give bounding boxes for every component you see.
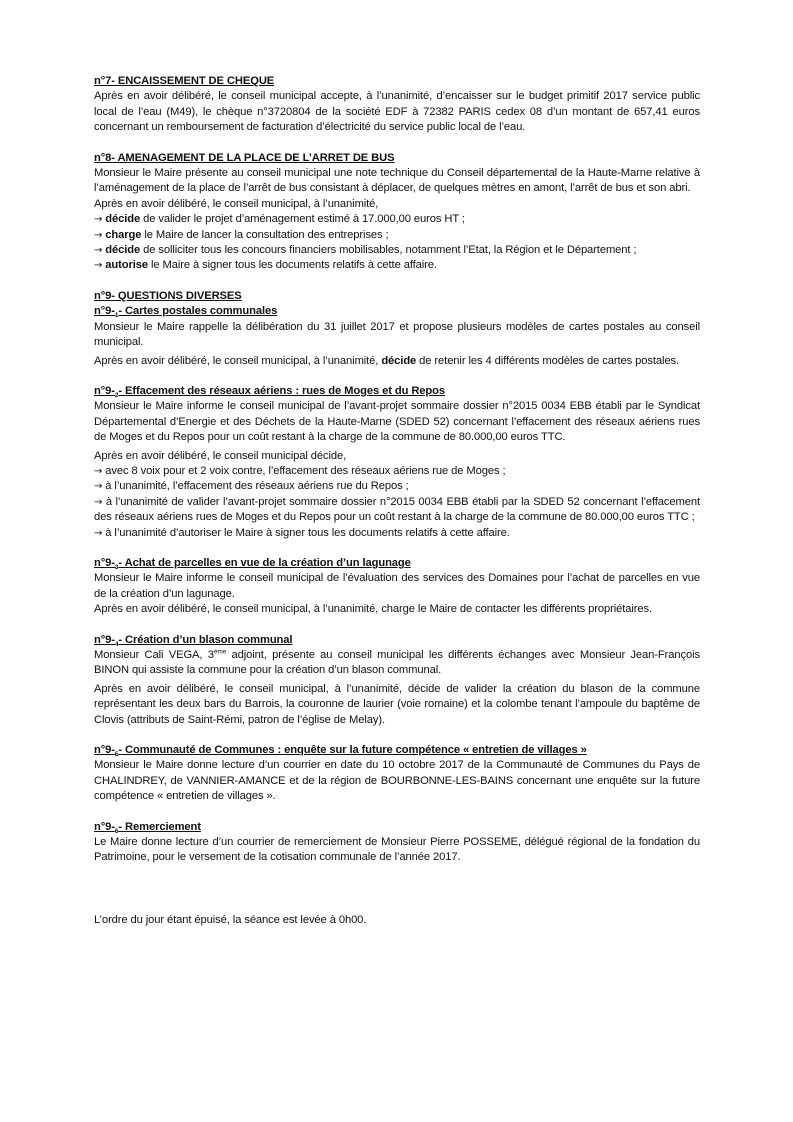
bullet-keyword: charge xyxy=(105,228,142,241)
subsection-9-2-bullet: → à l’unanimité, l’effacement des réseaux aériens rue du Repos ; xyxy=(94,480,409,493)
bullet-keyword: décide xyxy=(105,244,141,257)
document-page xyxy=(94,74,700,928)
arrow-right-icon: → xyxy=(94,527,103,539)
subsection-9-1-text: Monsieur le Maire rappelle la délibération du 31 juillet 2017 et propose plusieurs modèles de cartes postales au conseil municipal. xyxy=(94,320,700,349)
subsection-9-2-bullet: → avec 8 voix pour et 2 voix contre, l’effacement des réseaux aériens rue de Moges ; xyxy=(94,464,506,477)
section-7 xyxy=(94,74,700,136)
bullet-keyword: autorise xyxy=(105,259,149,272)
subsection-9-3-heading: $n^\circ 9-_3-$ Achat de parcelles en vue de la création d’un lagunage xyxy=(94,556,411,572)
section-8-bullet xyxy=(94,258,700,273)
section-9-heading: n°9- QUESTIONS DIVERSES xyxy=(94,289,242,302)
subsection-9-4-text: Monsieur Cali VEGA, 3ème adjoint, présente au conseil municipal les différents échanges avec Monsieur Jean-François BINON qui assiste la commune pour la création d’un blason communal. xyxy=(94,648,700,677)
arrow-right-icon: → xyxy=(94,496,103,508)
closing-statement: L’ordre du jour étant épuisé, la séance est levée à 0h00. xyxy=(94,913,367,926)
bullet-text: le Maire à signer tous les documents relatifs à cette affaire. xyxy=(148,259,437,272)
subsection-9-5-text: Monsieur le Maire donne lecture d’un courrier en date du 10 octobre 2017 de la Communauté de Communes du Pays de CHALINDREY, de VANNIER-AMANCE et de la région de BOURBONNE-LES-BAINS concernant une enquête sur la future compétence « entretien de villages ». xyxy=(94,759,700,803)
subsection-9-2-heading: $n^\circ 9-_2-$ Effacement des réseaux aériens : rues de Moges et du Repos xyxy=(94,384,446,400)
subsection-9-2-bullet: → à l’unanimité de valider l’avant-projet sommaire dossier n°2015 0034 EBB établi par la SDED 52 concernant l’effacement des réseaux aériens rues de Moges et du Repos pour un coût restant à la charge de la commune de 80.000,00 euros TTC ; xyxy=(94,495,701,524)
section-9 xyxy=(94,289,700,866)
bullet-text: de valider le projet d’aménagement estimé à 17.000,00 euros HT ; xyxy=(140,213,465,226)
bullet-text: de solliciter tous les concours financiers mobilisables, notamment l’Etat, la Région et le Département ; xyxy=(140,244,637,257)
arrow-right-icon: → xyxy=(94,465,103,477)
section-8-heading: n°8- AMENAGEMENT DE LA PLACE DE L’ARRET DE BUS xyxy=(94,151,395,164)
subsection-9-4-decision: Après en avoir délibéré, le conseil municipal, à l’unanimité, décide de valider la création du blason de la commune représentant les deux bars du Barrois, la couronne de laurier (voie romaine) et la colombe tenant l’ampoule du baptême de Clovis (attributs de Saint-Rémi, patron de l’église de Melay). xyxy=(94,682,700,726)
arrow-right-icon: → xyxy=(94,260,103,272)
section-8-deliberation: Après en avoir délibéré, le conseil municipal, à l’unanimité, xyxy=(94,197,379,210)
section-8-bullet xyxy=(94,228,700,243)
section-8-bullet xyxy=(94,243,700,258)
subsection-9-2-bullet: → à l’unanimité d’autoriser le Maire à signer tous les documents relatifs à cette affaire. xyxy=(94,526,510,539)
bullet-text: le Maire de lancer la consultation des entreprises ; xyxy=(141,228,389,241)
section-7-text: Après en avoir délibéré, le conseil municipal accepte, à l’unanimité, d’encaisser sur le budget primitif 2017 service public local de l’eau (M49), le chèque n°3720804 de la société EDF à 72382 PARIS cedex 08 d’un montant de 657,41 euros concernant un remboursement de facturation d’électricité du service public local de l’eau. xyxy=(94,90,700,134)
arrow-right-icon: → xyxy=(94,481,103,493)
bullet-keyword: décide xyxy=(105,213,141,226)
subsection-9-6-heading: $n^\circ 9-_6-$ Remerciement xyxy=(94,820,201,835)
subsection-9-1-heading: $n^\circ 9-_1-$ Cartes postales communales xyxy=(94,305,278,320)
arrow-right-icon: → xyxy=(94,229,103,241)
subsection-9-2-deliberation: Après en avoir délibéré, le conseil municipal décide, xyxy=(94,449,347,462)
section-8-bullet xyxy=(94,212,700,227)
subsection-9-3-decision: Après en avoir délibéré, le conseil municipal, à l’unanimité, charge le Maire de contacter les différents propriétaires. xyxy=(94,603,653,616)
subsection-9-3-text: Monsieur le Maire informe le conseil municipal de l’évaluation des services des Domaines pour l’achat de parcelles en vue de la création d’un lagunage. xyxy=(94,572,700,600)
subsection-9-5-heading: $n^\circ 9-_5-$ Communauté de Communes : enquête sur la future compétence « entretien de villages » xyxy=(94,744,587,759)
arrow-right-icon: → xyxy=(94,214,103,226)
section-8-intro: Monsieur le Maire présente au conseil municipal une note technique du Conseil départemental de la Haute-Marne relative à l’aménagement de la place de l’arrêt de bus consistant à déplacer, de quelques mètres en amont, l’arrêt de bus et son abri. xyxy=(94,167,700,195)
section-8 xyxy=(94,151,700,274)
subsection-9-2-text: Monsieur le Maire informe le conseil municipal de l’avant-projet sommaire dossier n°2015 0034 EBB établi par le Syndicat Départemental d’Energie et des Déchets de la Haute-Marne (SDED 52) concernant l’effacement des réseaux aériens rues de Moges et du Repos pour un coût restant à la charge de la commune de 80.000,00 euros TTC. xyxy=(94,400,700,444)
arrow-right-icon: → xyxy=(94,245,103,257)
subsection-9-6-text: Le Maire donne lecture d’un courrier de remerciement de Monsieur Pierre POSSEME, délégué régional de la fondation du Patrimoine, pour le versement de la cotisation communale de l’année 2017. xyxy=(94,836,700,864)
section-7-heading: n°7- ENCAISSEMENT DE CHEQUE xyxy=(94,75,275,87)
subsection-9-1-decision: Après en avoir délibéré, le conseil municipal, à l’unanimité, décide de retenir les 4 différents modèles de cartes postales. xyxy=(94,354,680,367)
subsection-9-4-heading: $n^\circ 9-_4-$ Création d’un blason communal xyxy=(94,633,293,648)
